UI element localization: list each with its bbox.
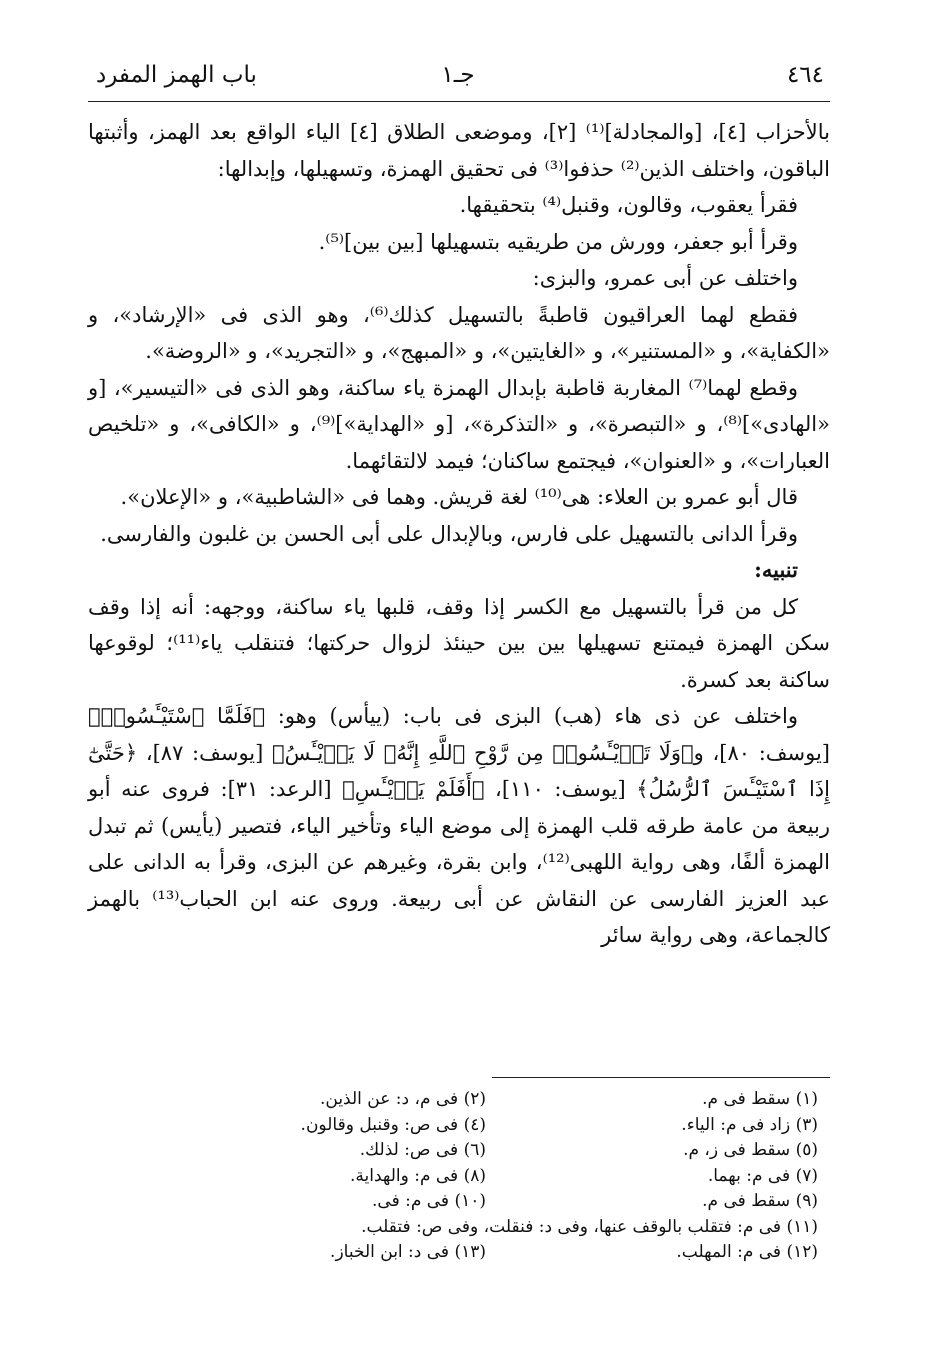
footnote: (١١) فى م: فتقلب بالوقف عنها، وفى د: فنقلت، وفى ص: فتقلب.: [361, 1216, 818, 1237]
header-divider: [88, 101, 830, 102]
paragraph: وقطع لهما⁽⁷⁾ المغاربة قاطبة بإبدال الهمزة ياء ساكنة، وهو الذى فى «التيسير»، [و «الهادى»]⁽⁸⁾، و «التبصرة»، و «التذكرة»، [و «الهداية»]⁽⁹⁾، و «الكافى»، و «تلخيص العبارات»، و «العنوان»، فيجتمع ساكنان؛ فيمد لالتقائهما.: [88, 375, 830, 473]
section-title: باب الهمز المفرد: [96, 62, 257, 88]
paragraph: وقرأ أبو جعفر، وورش من طريقيه بتسهيلها [بين بين]⁽⁵⁾.: [318, 229, 798, 254]
running-header: [88, 60, 828, 100]
footnote-row: [150, 1164, 830, 1190]
footnote-row: [150, 1087, 830, 1113]
footnote: (٦) فى ص: لذلك.: [359, 1140, 486, 1160]
paragraph: واختلف عن أبى عمرو، والبزى:: [532, 266, 798, 290]
footnote-row: [150, 1240, 830, 1266]
footnote: (٥) سقط فى ز، م.: [683, 1140, 818, 1160]
footnotes: [150, 1087, 830, 1266]
footnote: (٢) فى م، د: عن الذين.: [319, 1089, 486, 1109]
volume-label: جـ١: [441, 62, 475, 88]
paragraph: كل من قرأ بالتسهيل مع الكسر إذا وقف، قلبها ياء ساكنة، ووجهه: أنه إذا وقف سكن الهمزة فيمتنع تسهيلها بين بين حينئذ لزوال حركتها؛ فتنقلب ياء⁽¹¹⁾؛ لوقوعها ساكنة بعد كسرة.: [88, 594, 830, 692]
footnote-row: [150, 1113, 830, 1139]
footnote: (٤) فى ص: وقنبل وقالون.: [300, 1114, 486, 1135]
footnote: (٨) فى م: والهداية.: [349, 1165, 486, 1186]
footnote-divider: [492, 1077, 830, 1078]
paragraph: وقرأ الدانى بالتسهيل على فارس، وبالإبدال على أبى الحسن بن غلبون والفارسى.: [100, 521, 798, 546]
footnote: (٩) سقط فى م.: [702, 1191, 818, 1211]
paragraph: بالأحزاب [٤]، [والمجادلة]⁽¹⁾ [٢]، وموضعى الطلاق [٤] الياء الواقع بعد الهمز، وأثبتها الباقون، واختلف الذين⁽²⁾ حذفوا⁽³⁾ فى تحقيق الهمزة، وتسهيلها، وإبدالها:: [88, 120, 830, 181]
paragraph: واختلف عن ذى هاء (هب) البزى فى باب: (ييأس) وهو: ﴿فَلَمَّا ٱسْتَيْـَٔسُوا۟﴾ [يوسف: ٨٠]، و﴿وَلَا تَا۟يْـَٔسُوا۟ مِن رَّوْحِ ٱللَّهِ إِنَّهُۥ لَا يَا۟يْـَٔسُ﴾ [يوسف: ٨٧]، ﴿حَتَّىٰٓ إِذَا ٱسْتَيْـَٔسَ ٱلرُّسُلُ﴾ [يوسف: ١١٠]، ﴿أَفَلَمْ يَا۟يْـَٔسِ﴾ [الرعد: ٣١]: فروى عنه أبو ربيعة من عامة طرقه قلب الهمزة إلى موضع الياء وتأخير الياء، فتصير (يأيس) ثم تبدل الهمزة ألفًا، وهى رواية اللهبى⁽¹²⁾، وابن بقرة، وغيرهم عن البزى، وقرأ به الدانى على عبد العزيز الفارسى عن النقاش عن أبى ربيعة. وروى عنه ابن الحباب⁽¹³⁾ بالهمز كالجماعة، وهى رواية سائر: [88, 704, 830, 947]
footnote: (٣) زاد فى م: الياء.: [681, 1114, 818, 1135]
footnote: (٧) فى م: بهما.: [707, 1165, 818, 1186]
footnote-row: [150, 1215, 830, 1241]
main-text: [88, 114, 830, 954]
footnote-row: [150, 1189, 830, 1215]
paragraph: قال أبو عمرو بن العلاء: هى⁽¹⁰⁾ لغة قريش. وهما فى «الشاطبية»، و «الإعلان».: [120, 485, 798, 509]
footnote: (١٢) فى م: المهلب.: [676, 1242, 818, 1262]
paragraph: فقرأ يعقوب، وقالون، وقنبل⁽⁴⁾ بتحقيقها.: [459, 193, 798, 217]
paragraph: فقطع لهما العراقيون قاطبةً بالتسهيل كذلك⁽⁶⁾، وهو الذى فى «الإرشاد»، و «الكفاية»، و «المستنير»، و «الغايتين»، و «المبهج»، و «التجريد»، و «الروضة».: [88, 302, 830, 363]
footnote-row: [150, 1138, 830, 1164]
page-number: ٤٦٤: [786, 62, 824, 88]
footnote: (١٣) فى د: ابن الخباز.: [330, 1242, 486, 1262]
note-heading: تنبيه:: [754, 557, 798, 582]
footnote: (١) سقط فى م.: [702, 1089, 818, 1109]
footnote: (١٠) فى م: فى.: [372, 1191, 486, 1211]
